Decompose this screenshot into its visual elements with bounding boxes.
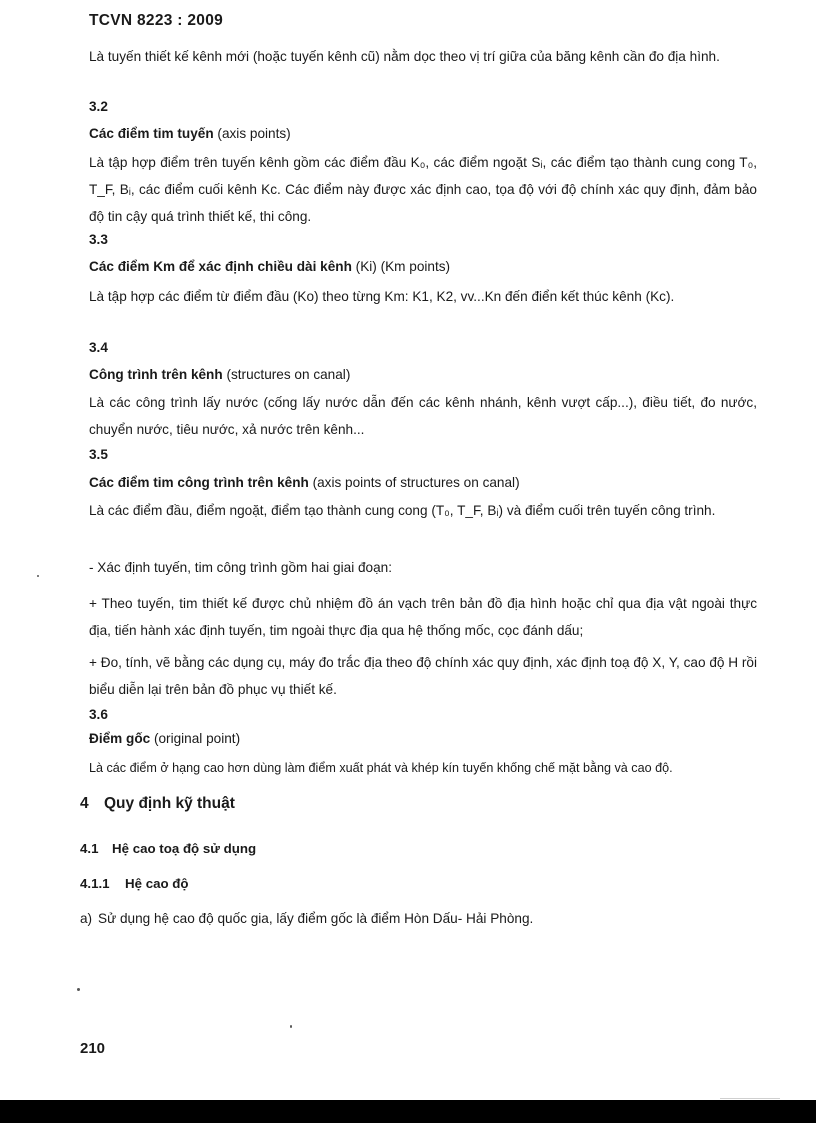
term-3-2-english: (axis points) (213, 126, 291, 141)
section-number-3-4: 3.4 (89, 340, 108, 355)
section-4-1-1-number: 4.1.1 (80, 876, 110, 891)
term-3-4 (89, 367, 350, 382)
section-number-3-6: 3.6 (89, 707, 108, 722)
section-4-1-number: 4.1 (80, 841, 99, 856)
chapter-4-number: 4 (80, 795, 89, 812)
chapter-4-title: Quy định kỹ thuật (104, 795, 235, 812)
section-4-1-1-heading (80, 876, 189, 891)
definition-3-3: Là tập hợp các điểm từ điểm đầu (Ko) theo từng Km: K1, K2, vv...Kn đến điển kết thúc kênh (Kc). (89, 289, 675, 304)
definition-3-4: Là các công trình lấy nước (cống lấy nước dẫn đến các kênh nhánh, kênh vượt cấp...), điều tiết, đo nước, chuyển nước, tiêu nước, xả nước trên kênh... (89, 395, 757, 437)
item-a-label: a) (80, 911, 93, 926)
term-3-5-english: (axis points of structures on canal) (308, 475, 520, 490)
section-number-3-3: 3.3 (89, 232, 108, 247)
scan-speck (37, 575, 39, 577)
term-3-2 (89, 126, 291, 141)
definition-3-5: Là các điểm đầu, điểm ngoặt, điểm tạo thành cung cong (T₀, T_F, Bᵢ) và điểm cuối trên tuyến công trình. (89, 503, 716, 518)
term-3-3-bold: Các điểm Km để xác định chiều dài kênh (89, 259, 352, 274)
intro-paragraph: Là tuyến thiết kế kênh mới (hoặc tuyến kênh cũ) nằm dọc theo vị trí giữa của băng kênh cần đo địa hình. (89, 49, 720, 64)
stage-2-paragraph: + Đo, tính, vẽ bằng các dụng cụ, máy đo trắc địa theo độ chính xác quy định, xác định toạ độ X, Y, cao độ H rồi biểu diễn lại trên bản đồ phục vụ thiết kế. (89, 655, 757, 697)
section-4-1-title: Hệ cao toạ độ sử dụng (112, 841, 257, 856)
page-number: 210 (80, 1040, 106, 1057)
term-3-6-bold: Điểm gốc (89, 731, 151, 746)
term-3-6-english: (original point) (150, 731, 241, 746)
term-3-5-bold: Các điểm tim công trình trên kênh (89, 475, 309, 490)
scan-artifact-line (720, 1098, 780, 1099)
section-number-3-2: 3.2 (89, 99, 108, 114)
section-4-1-1-title: Hệ cao độ (125, 876, 189, 891)
scan-speck (77, 988, 80, 991)
term-3-5 (89, 475, 520, 490)
term-3-6 (89, 731, 240, 746)
term-3-4-bold: Công trình trên kênh (89, 367, 223, 382)
section-4-1-heading (80, 841, 256, 856)
standard-code-header: TCVN 8223 : 2009 (89, 12, 224, 29)
stage-1-paragraph: + Theo tuyến, tim thiết kế được chủ nhiệm đồ án vạch trên bản đồ địa hình hoặc chỉ qua địa vật ngoài thực địa, tiến hành xác định tuyến, tim ngoài thực địa qua hệ thống mốc, cọc đánh dấu; (89, 596, 757, 638)
definition-3-2: Là tập hợp điểm trên tuyến kênh gồm các điểm đầu K₀, các điểm ngoặt Sᵢ, các điểm tạo thành cung cong T₀, T_F, Bᵢ, các điểm cuối kênh Kc. Các điểm này được xác định cao, tọa độ với độ chính xác quy định, đảm bảo độ tin cậy quá trình thiết kế, thi công. (89, 155, 757, 224)
item-a-text: Sử dụng hệ cao độ quốc gia, lấy điểm gốc là điểm Hòn Dấu- Hải Phòng. (98, 911, 534, 926)
stages-intro: - Xác định tuyến, tim công trình gồm hai giai đoạn: (89, 560, 393, 575)
chapter-4-heading (80, 795, 235, 813)
term-3-3-english: (Ki) (Km points) (351, 259, 451, 274)
item-a (80, 911, 533, 926)
term-3-2-bold: Các điểm tim tuyến (89, 126, 214, 141)
term-3-4-english: (structures on canal) (222, 367, 351, 382)
scan-border-bar (0, 1100, 816, 1123)
definition-3-6: Là các điểm ở hạng cao hơn dùng làm điểm xuất phát và khép kín tuyến khống chế mặt bằng và cao độ. (89, 761, 673, 775)
term-3-3 (89, 259, 450, 274)
scan-speck (290, 1025, 292, 1028)
section-number-3-5: 3.5 (89, 447, 108, 462)
